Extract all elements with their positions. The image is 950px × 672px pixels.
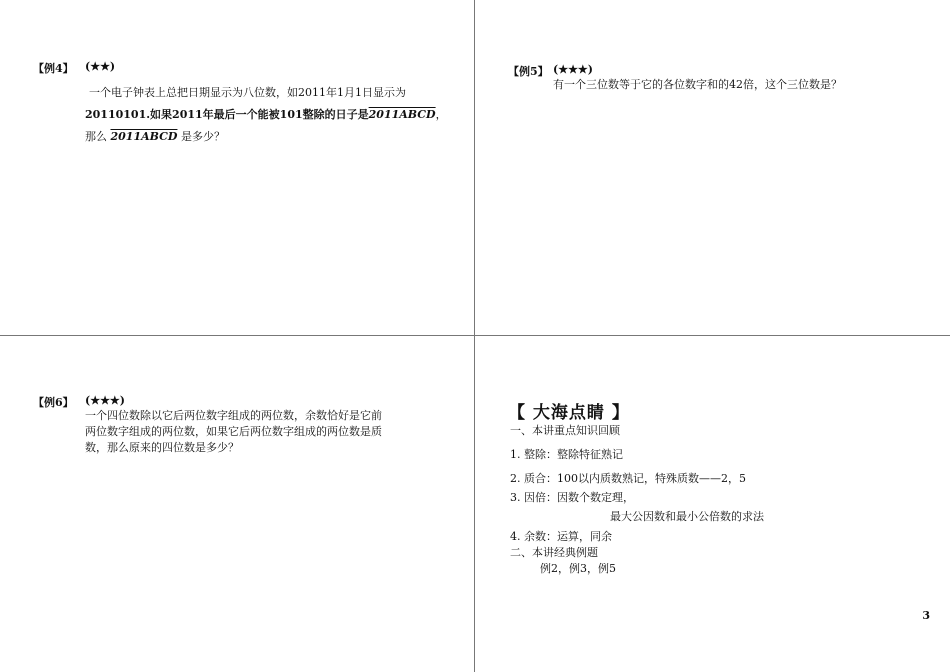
example-6-tag: 【例6】 — [33, 396, 74, 409]
example-6-text — [85, 408, 465, 456]
summary-item-3b: 最大公因数和最小公倍数的求法 — [610, 510, 764, 523]
summary-item-2: 2. 质合：100以内质数熟记，特殊质数——2，5 — [510, 472, 746, 485]
summary-section-2: 二、本讲经典例题 — [510, 546, 598, 559]
example-4-tag: 【例4】 — [33, 62, 74, 75]
example-4-panel — [0, 0, 475, 336]
example-5-text: 有一个三位数等于它的各位数字和的42倍，这个三位数是？ — [553, 78, 842, 91]
summary-section-1: 一、本讲重点知识回顾 — [510, 424, 620, 437]
example-6-panel — [0, 336, 475, 672]
summary-panel — [475, 336, 950, 672]
summary-title: 【 大海点睛 】 — [508, 403, 630, 423]
example-4-line-2: 20110101.如果2011年最后一个能被101整除的日子是2011ABCD， — [85, 108, 447, 121]
example-6-line-1: 一个四位数除以它后两位数字组成的两位数，余数恰好是它前 — [85, 409, 382, 422]
abcd-overline-2: 2011ABCD — [110, 130, 178, 143]
example-5-tag: 【例5】 — [508, 65, 549, 78]
summary-item-3: 3. 因倍：因数个数定理， — [510, 491, 634, 504]
page-number: 3 — [922, 609, 930, 622]
example-5-panel — [475, 0, 950, 336]
abcd-overline-1: 2011ABCD — [368, 108, 436, 121]
example-4-stars: (★★) — [85, 60, 116, 73]
example-6-stars: (★★★) — [85, 394, 125, 407]
example-4-line-3: 那么 2011ABCD 是多少？ — [85, 130, 225, 143]
summary-examples: 例2，例3，例5 — [540, 562, 616, 575]
example-5-stars: (★★★) — [553, 63, 593, 76]
summary-item-4: 4. 余数：运算，同余 — [510, 530, 612, 543]
example-4-text — [85, 82, 470, 148]
summary-item-1: 1. 整除：整除特征熟记 — [510, 448, 623, 461]
example-4-line-1: 一个电子钟表上总把日期显示为八位数，如2011年1月1日显示为 — [89, 86, 406, 99]
example-6-line-3: 数，那么原来的四位数是多少？ — [85, 441, 239, 454]
example-6-line-2: 两位数字组成的两位数，如果它后两位数字组成的两位数是质 — [85, 425, 382, 438]
